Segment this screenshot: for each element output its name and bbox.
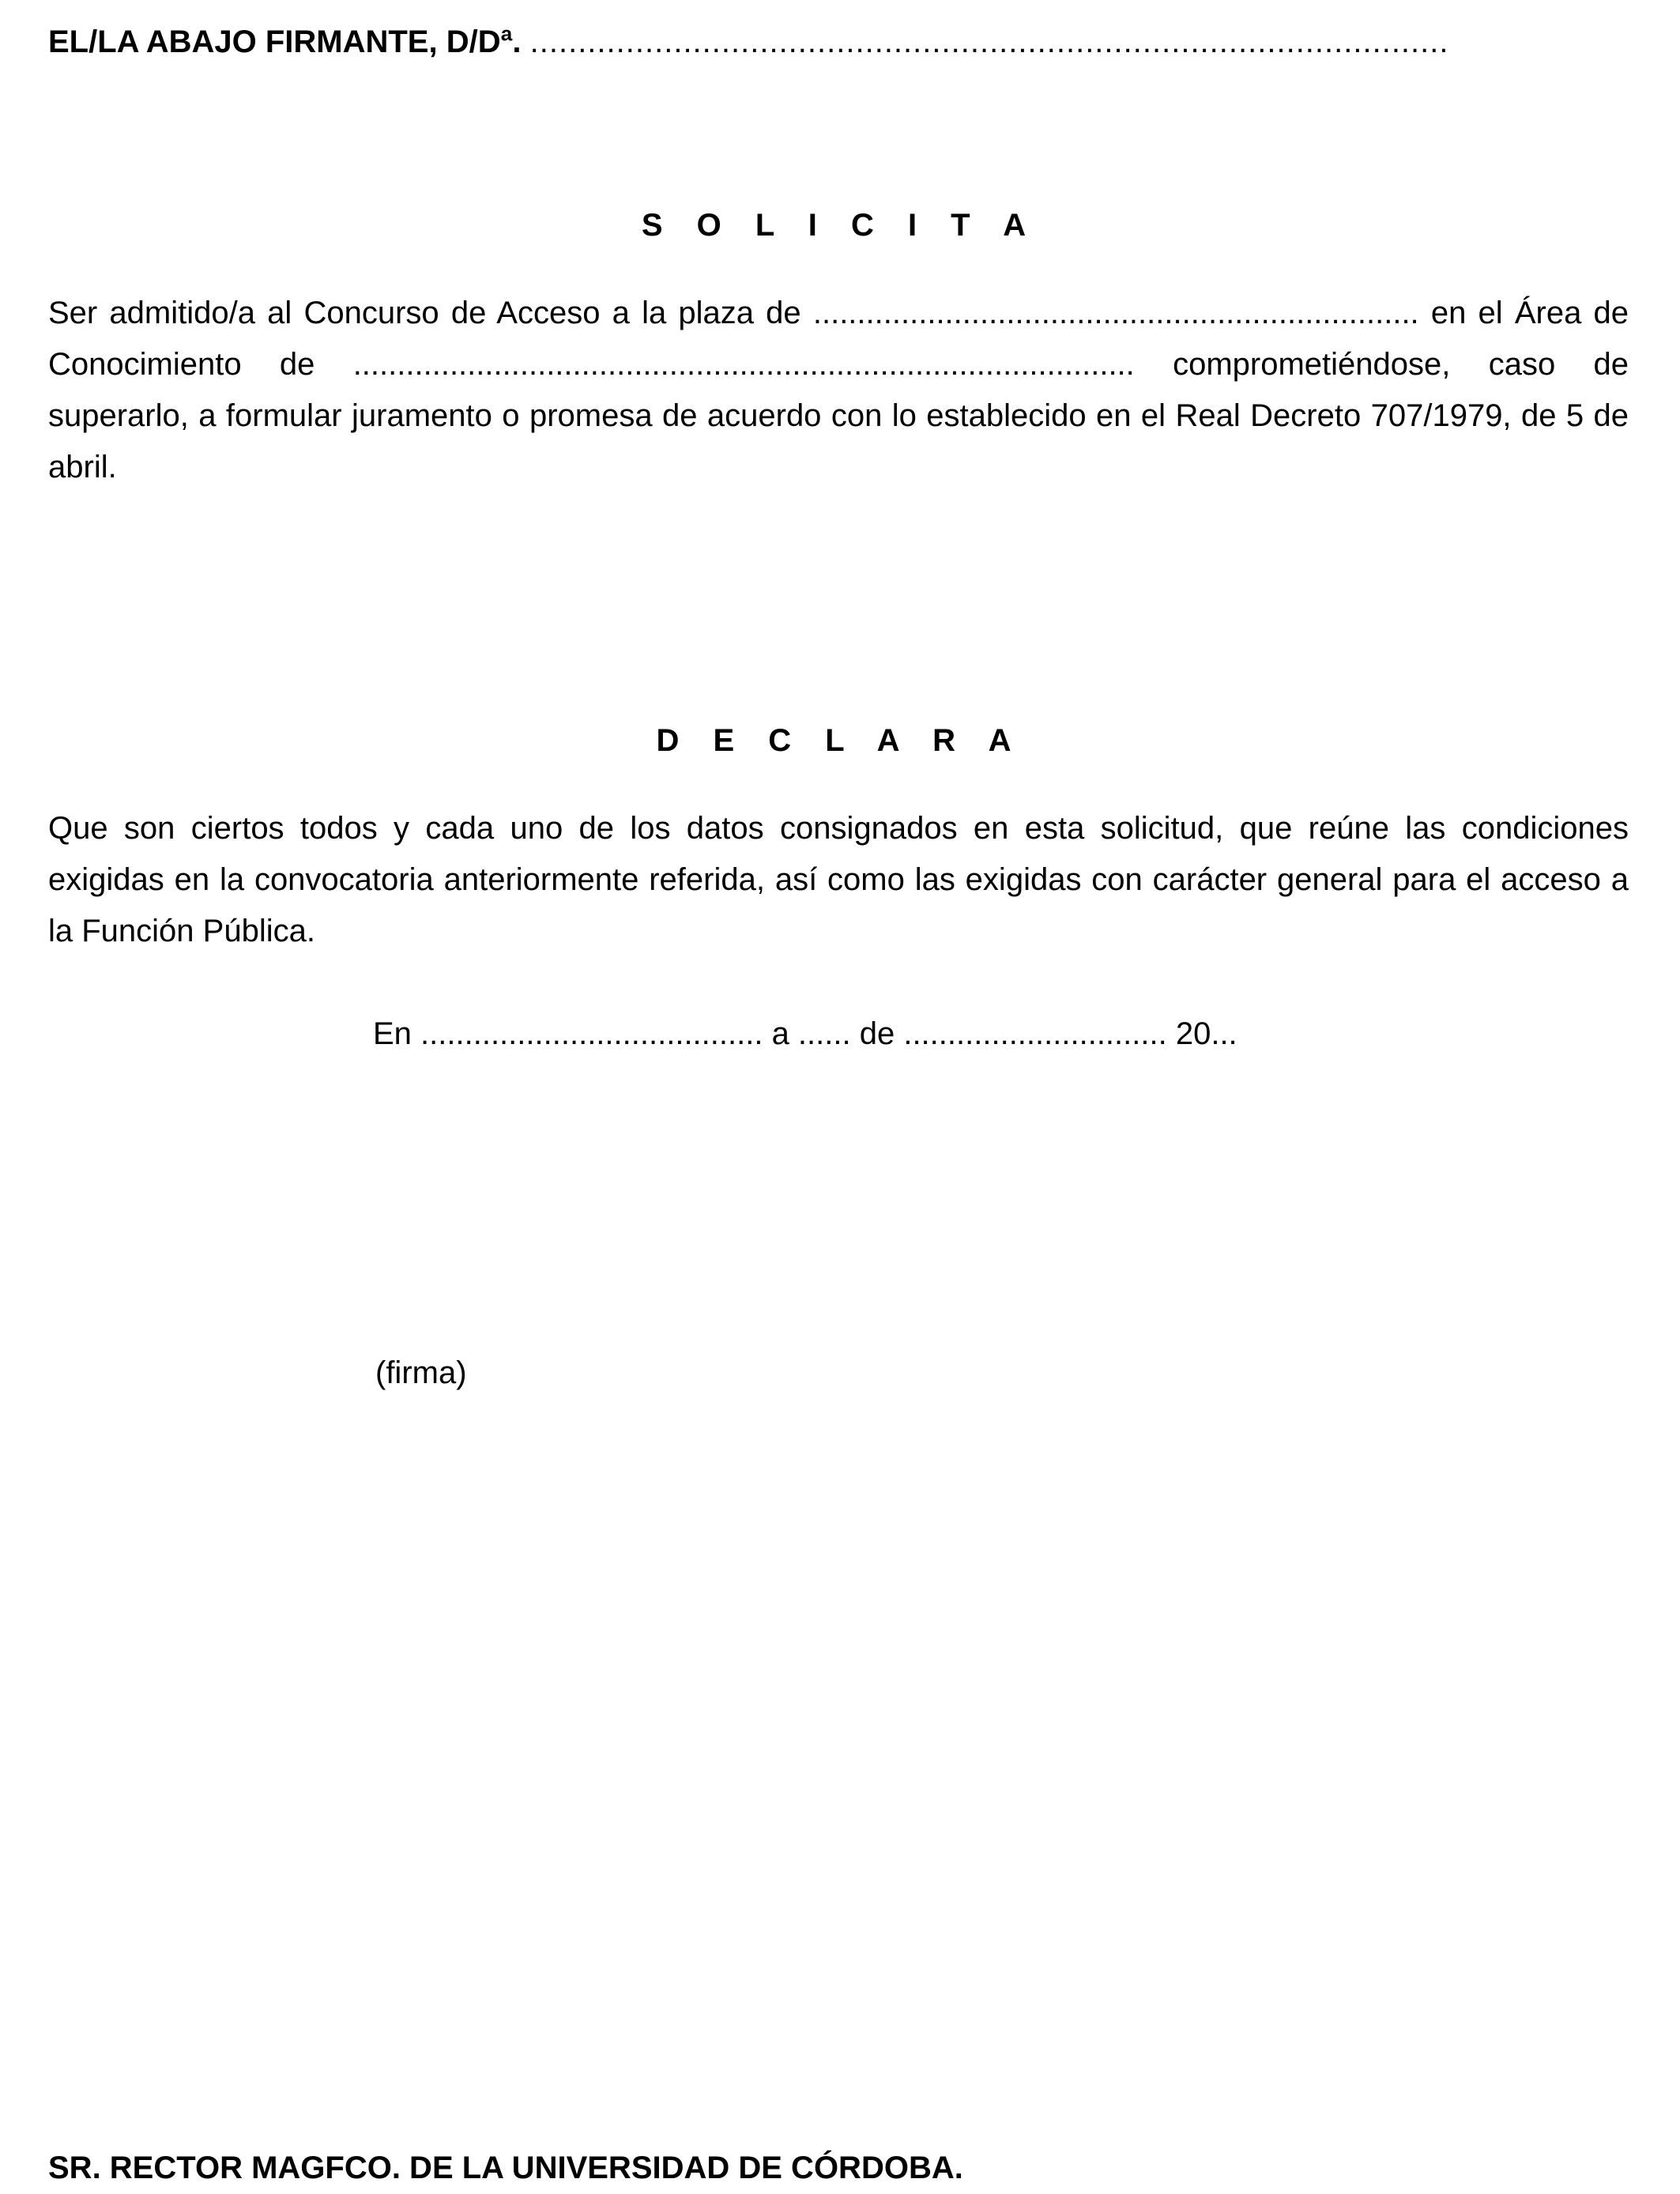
recipient-line: SR. RECTOR MAGFCO. DE LA UNIVERSIDAD DE CÓRDOBA.: [48, 2151, 963, 2185]
signature-label: (firma): [375, 1355, 467, 1390]
applicant-name-blank: ................................................................................................: [529, 25, 1449, 59]
solicita-paragraph: Ser admitido/a al Concurso de Acceso a la plaza de ..................................................................... en el Área de Conocimiento de ......................................................................................... comprometiéndose, caso de superarlo, a formular juramento o promesa de acuerdo con lo establecido en el Real Decreto 707/1979, de 5 de abril.: [48, 296, 1629, 484]
applicant-label: EL/LA ABAJO FIRMANTE, D/Dª.: [48, 25, 522, 59]
declara-heading: D E C L A R A: [656, 723, 1024, 758]
applicant-name-line: [48, 22, 1449, 62]
declara-paragraph: Que son ciertos todos y cada uno de los datos consignados en esta solicitud, que reúne las condiciones exigidas en la convocatoria anteriormente referida, así como las exigidas con carácter general para el acceso a la Función Pública.: [48, 811, 1629, 948]
place-date-line: En ....................................... a ...... de .............................. 20...: [373, 1016, 1237, 1051]
solicita-heading: S O L I C I T A: [641, 208, 1039, 243]
